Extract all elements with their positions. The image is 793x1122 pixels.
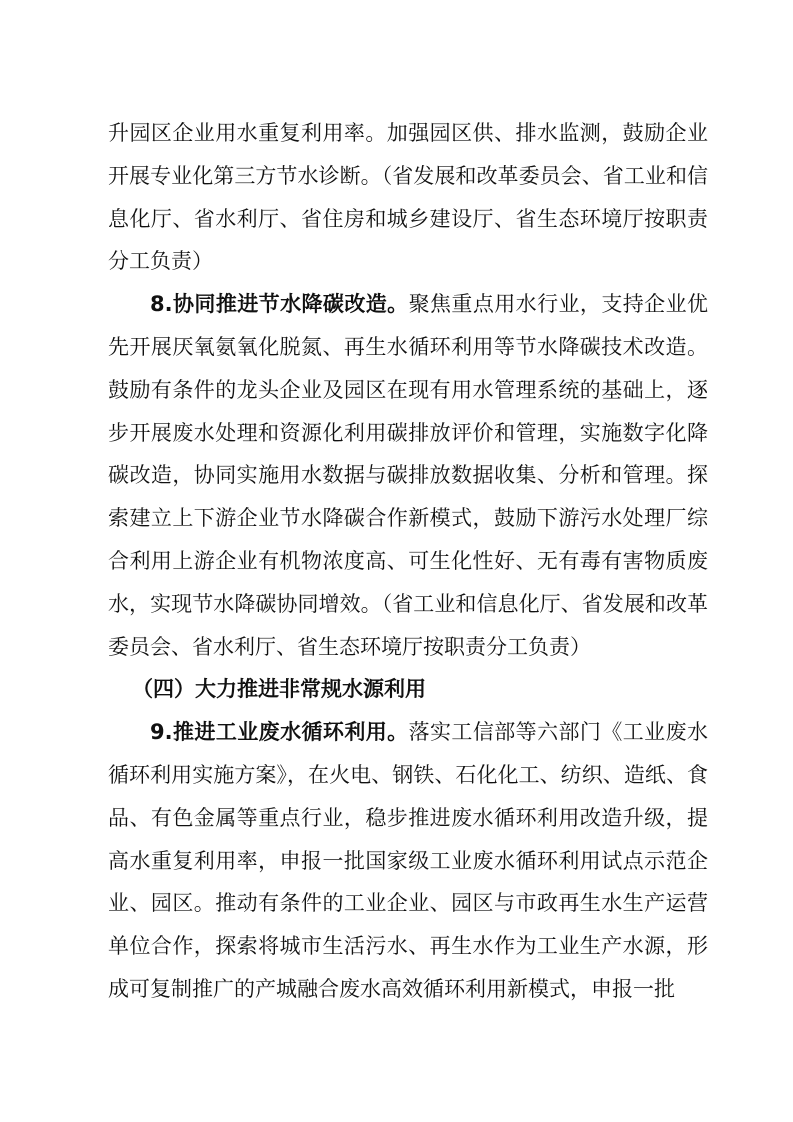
document-page [108,112,708,1011]
paragraph-item-8 [108,283,708,668]
paragraph-text: 升园区企业用水重复利用率。加强园区供、排水监测，鼓励企业开展专业化第三方节水诊断。（省发展和改革委员会、省工业和信息化厅、省水利厅、省住房和城乡建设厅、省生态环境厅按职责分工负责） [108,121,708,274]
section-heading-4: （四）大力推进非常规水源利用 [132,677,426,702]
paragraph-continuation [108,112,708,283]
item-8-text: 聚焦重点用水行业，支持企业优先开展厌氧氨氧化脱氮、再生水循环利用等节水降碳技术改造。鼓励有条件的龙头企业及园区在现有用水管理系统的基础上，逐步开展废水处理和资源化利用碳排放评价和管理，实施数字化降碳改造，协同实施用水数据与碳排放数据收集、分析和管理。探索建立上下游企业节水降碳合作新模式，鼓励下游污水处理厂综合利用上游企业有机物浓度高、可生化性好、无有毒有害物质废水，实现节水降碳协同增效。（省工业和信息化厅、省发展和改革委员会、省水利厅、省生态环境厅按职责分工负责） [108,292,709,659]
item-8-lead: 8.协同推进节水降碳改造。 [150,292,409,317]
item-9-text: 落实工信部等六部门《工业废水循环利用实施方案》，在火电、钢铁、石化化工、纺织、造纸、食品、有色金属等重点行业，稳步推进废水循环利用改造升级，提高水重复利用率，申报一批国家级工业废水循环利用试点示范企业、园区。推动有条件的工业企业、园区与市政再生水生产运营单位合作，探索将城市生活污水、再生水作为工业生产水源，形成可复制推广的产城融合废水高效循环利用新模式，申报一批 [108,720,709,1001]
item-9-lead: 9.推进工业废水循环利用。 [150,720,409,745]
paragraph-item-9 [108,711,708,1011]
